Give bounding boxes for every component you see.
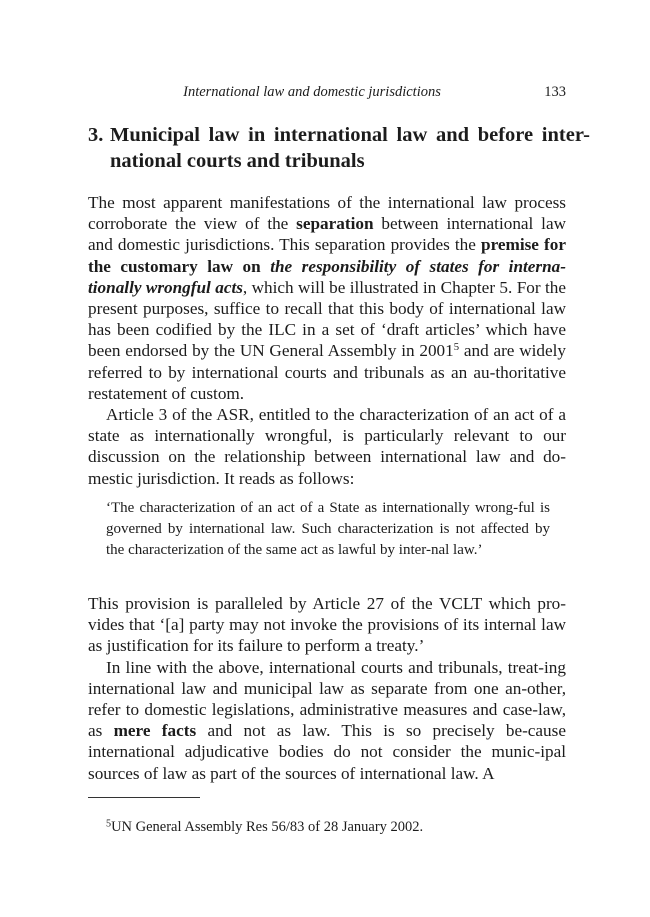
- p1-text-3: , which will be illustrated in Chapter 5. For the present purposes, suffice to recall that this body of international law has been codified by the ILC in a set of ‘draft articles’ which have been endorsed by the UN General Assembly in 2001: [88, 277, 566, 361]
- running-title: International law and domestic jurisdictions: [183, 84, 441, 100]
- footnote-divider: [88, 797, 200, 798]
- p1-text-4: and are widely referred to by international courts and tribunals as an au-thoritative restatement of custom.: [88, 341, 566, 403]
- p4-text-1: In line with the above, international courts and tribunals, treat-ing international law and municipal law as separate from one an-other, refer to domestic legislations, administrative measures and case-law, as: [88, 657, 566, 741]
- p1-text-2: between international law and domestic jurisdictions. This separation provides the: [88, 214, 566, 255]
- body-block-1: [88, 192, 566, 489]
- p1-bold-premise: premise for the customary law on: [88, 235, 566, 276]
- page-number: 133: [544, 84, 566, 100]
- paragraph-3: This provision is paralleled by Article 27 of the VCLT which pro-vides that ‘[a] party may not invoke the provisions of its internal law as justification for its failure to perform a treaty.’: [88, 594, 566, 656]
- paragraph-4: [88, 657, 566, 784]
- paragraph-1: [88, 192, 566, 404]
- p1-text-1: The most apparent manifestations of the international law process corroborate the view of the: [88, 193, 566, 234]
- footnote-text: UN General Assembly Res 56/83 of 28 January 2002.: [111, 819, 424, 835]
- p1-bold-italic-responsibility: the responsibility of states for interna-tionally wrongful acts: [88, 256, 566, 297]
- section-title: Municipal law in international law and before inter-national courts and tribunals: [110, 124, 590, 172]
- p1-bold-separation: separation: [296, 214, 374, 234]
- p4-text-2: and not as law. This is so precisely be-cause international adjudicative bodies do not consider the munic-ipal sources of law as part of the sources of international law. A: [88, 721, 566, 783]
- section-number: 3.: [88, 124, 104, 146]
- footnote-reference[interactable]: 5: [453, 342, 460, 354]
- footnote: [106, 818, 566, 836]
- body-block-2: [88, 593, 566, 784]
- footnote-number: 5: [106, 818, 112, 830]
- p4-bold-mere-facts: mere facts: [113, 721, 197, 741]
- block-quote: ‘The characterization of an act of a State as internationally wrong-ful is governed by international law. Such characterization is not affected by the characterization of the same act as lawful by inter-nal law.’: [106, 500, 550, 558]
- paragraph-2: Article 3 of the ASR, entitled to the characterization of an act of a state as internationally wrongful, is particularly relevant to our discussion on the relationship between international law and do-mestic jurisdiction. It reads as follows:: [88, 405, 566, 488]
- section-heading: [88, 122, 590, 174]
- running-head: [88, 84, 566, 104]
